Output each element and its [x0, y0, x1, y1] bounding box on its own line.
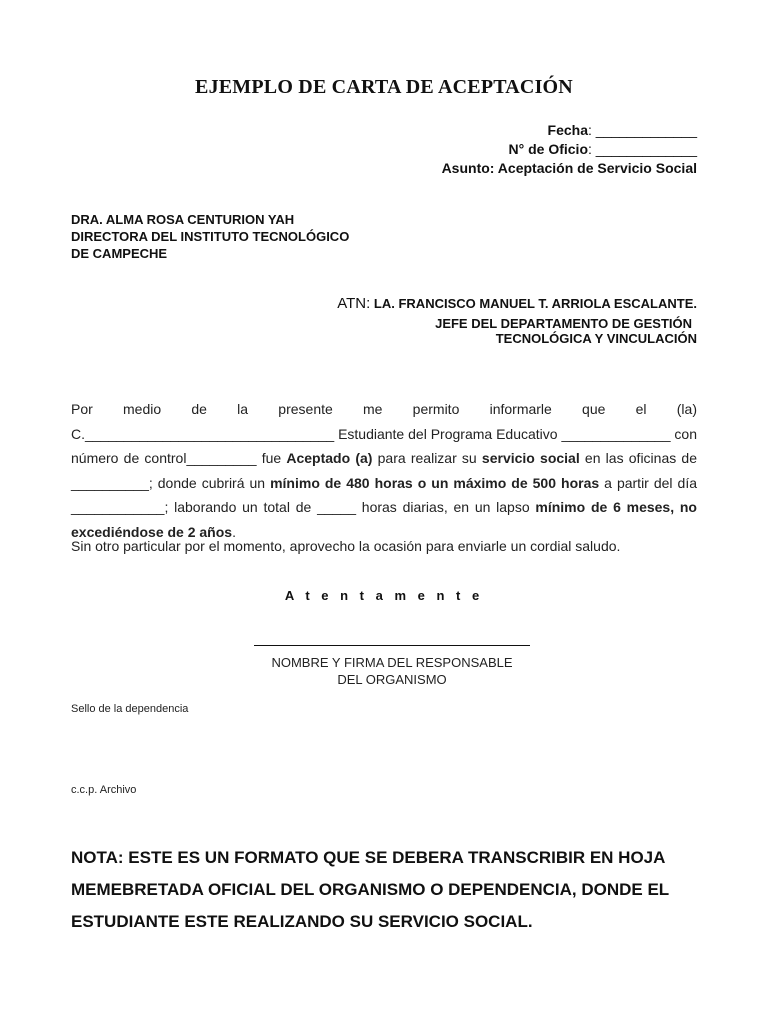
blank-control-number: _________ — [186, 450, 257, 466]
attention-label: ATN: — [337, 295, 371, 312]
closing-text: Sin otro particular por el momento, aprovecho la ocasión para enviarle un cordial saludo. — [71, 538, 621, 554]
sello-text: Sello de la dependencia — [71, 703, 189, 715]
blank-office: __________ — [71, 474, 149, 491]
ccp-text: c.c.p. Archivo — [71, 784, 137, 796]
attention-name: LA. FRANCISCO MANUEL T. ARRIOLA ESCALANTE. — [373, 296, 697, 311]
addressee-block — [71, 211, 349, 262]
servicio-social-text: servicio social — [481, 450, 580, 466]
fecha-label: Fecha — [547, 122, 588, 138]
signature-line — [254, 645, 530, 646]
oficio-line — [509, 140, 698, 159]
attention-line — [337, 296, 697, 311]
blank-program: ______________ — [561, 425, 671, 442]
duration-requirement: mínimo de 6 meses, no excediéndose de 2 años — [71, 499, 697, 540]
hours-requirement: mínimo de 480 horas o un máximo de 500 horas — [270, 474, 600, 491]
blank-start-day: ____________ — [71, 499, 165, 515]
signature-caption-line2: DEL ORGANISMO — [337, 672, 447, 687]
asunto-line — [442, 159, 697, 178]
body-text-4: fue — [256, 450, 287, 466]
accepted-text: Aceptado (a) — [286, 450, 373, 466]
asunto-text: Asunto: Aceptación de Servicio Social — [441, 160, 697, 176]
body-text-5: para realizar su — [372, 450, 482, 466]
body-text-6: en las oficinas de — [579, 450, 697, 466]
signature-caption-line1: NOMBRE Y FIRMA DEL RESPONSABLE — [271, 655, 513, 670]
body-text-11: . — [232, 523, 236, 540]
body-text-10: horas diarias, en un lapso — [356, 499, 536, 515]
signature-caption — [232, 654, 552, 688]
body-text-1: Por medio de la presente me permito informarle que el (la) C. — [71, 401, 697, 442]
addressee-institution: DE CAMPECHE — [71, 246, 168, 261]
letter-body — [71, 397, 697, 544]
body-text-9: ; laborando un total de — [164, 499, 318, 515]
blank-student-name: ________________________________ — [85, 425, 335, 442]
fecha-line — [548, 121, 697, 140]
attention-position-2: TECNOLÓGICA Y VINCULACIÓN — [495, 331, 697, 346]
body-text-3: con número de control — [71, 425, 697, 466]
oficio-label: N° de Oficio — [508, 141, 588, 157]
addressee-name: DRA. ALMA ROSA CENTURION YAH — [71, 212, 295, 227]
body-text-7: ; donde cubrirá un — [148, 474, 271, 491]
oficio-value: : _____________ — [588, 141, 697, 157]
attention-position-1: JEFE DEL DEPARTAMENTO DE GESTIÓN — [435, 316, 692, 331]
document-title: EJEMPLO DE CARTA DE ACEPTACIÓN — [195, 76, 573, 98]
atentamente-text: A t e n t a m e n t e — [284, 588, 484, 603]
blank-daily-hours: _____ — [317, 499, 357, 515]
nota-text: NOTA: ESTE ES UN FORMATO QUE SE DEBERA TRANSCRIBIR EN HOJA MEMEBRETADA OFICIAL DEL ORGANISMO O DEPENDENCIA, DONDE EL ESTUDIANTE ESTE REALIZANDO SU SERVICIO SOCIAL. — [71, 848, 669, 931]
body-text-8: a partir del día — [599, 474, 697, 491]
fecha-value: : _____________ — [588, 122, 697, 138]
body-text-2: Estudiante del Programa Educativo — [334, 425, 562, 442]
addressee-position: DIRECTORA DEL INSTITUTO TECNOLÓGICO — [71, 229, 350, 244]
